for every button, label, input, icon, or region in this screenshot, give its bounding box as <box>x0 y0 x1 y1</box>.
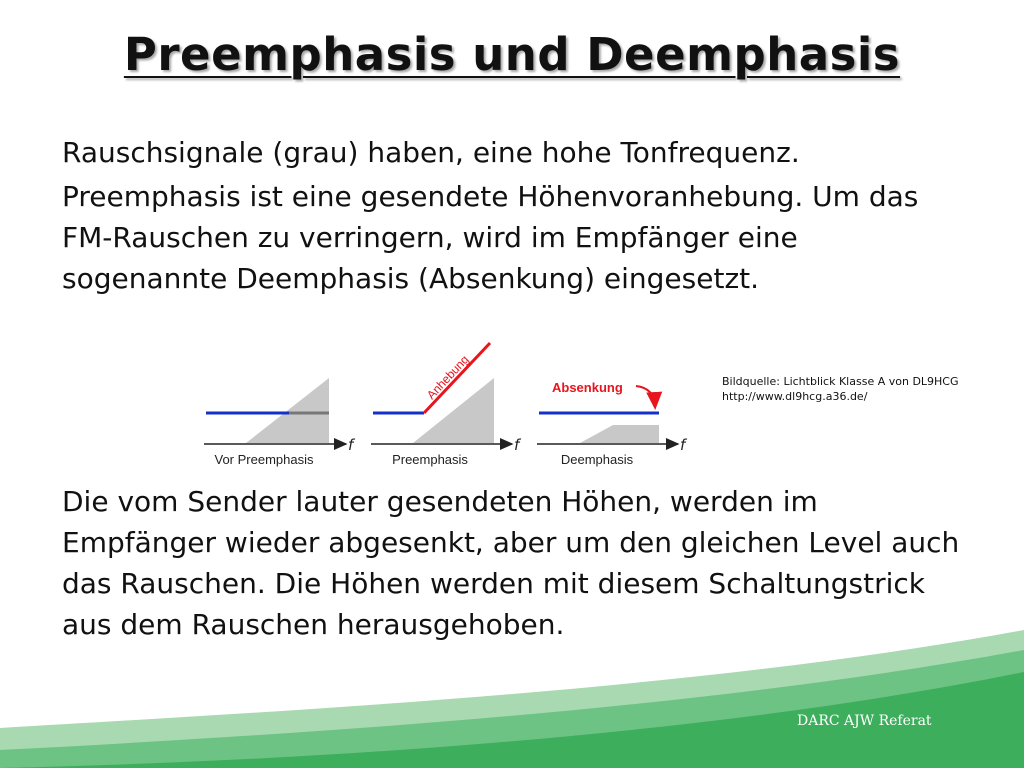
panel-preemphasis <box>371 343 522 467</box>
paragraph-deemphasis: Die vom Sender lauter gesendeten Höhen, werden im Empfänger wieder abgesenkt, aber um den gleichen Level auch das Rauschen. Die Höhen werden mit diesem Schaltungstrick aus dem Rauschen herausgehoben. <box>62 485 960 641</box>
axis-label-f: f <box>514 436 520 454</box>
axis-label-f: f <box>680 436 686 454</box>
slide-title: Preemphasis und Deemphasis <box>123 28 901 81</box>
panel-vor-preemphasis <box>204 378 356 467</box>
caption-preemphasis: Preemphasis <box>392 452 468 467</box>
noise-attenuated <box>580 425 659 443</box>
image-source-url: http://www.dl9hcg.a36.de/ <box>722 390 868 403</box>
axis-label-f: f <box>348 436 354 454</box>
paragraph-noise: Rauschsignale (grau) haben, eine hohe Tonfrequenz. <box>62 136 800 169</box>
footer-text: DARC AJW Referat <box>797 713 932 729</box>
panel-deemphasis <box>537 380 688 467</box>
caption-deemphasis: Deemphasis <box>560 452 634 467</box>
annotation-anhebung: Anhebung <box>423 352 472 403</box>
caption-vor-preemphasis: Vor Preemphasis <box>214 452 314 467</box>
footer-wave <box>0 610 1024 768</box>
annotation-absenkung: Absenkung <box>552 380 623 395</box>
paragraph-preemphasis: Preemphasis ist eine gesendete Höhenvoranhebung. Um das FM-Rauschen zu verringern, wird im Empfänger eine sogenannte Deemphasis (Absenkung) eingesetzt. <box>62 180 919 295</box>
emphasis-diagram <box>196 340 706 470</box>
absenkung-arrow <box>636 386 655 406</box>
image-source-text: Bildquelle: Lichtblick Klasse A von DL9HCG <box>722 375 959 388</box>
noise-triangle <box>246 378 329 443</box>
image-source-note <box>722 374 959 404</box>
